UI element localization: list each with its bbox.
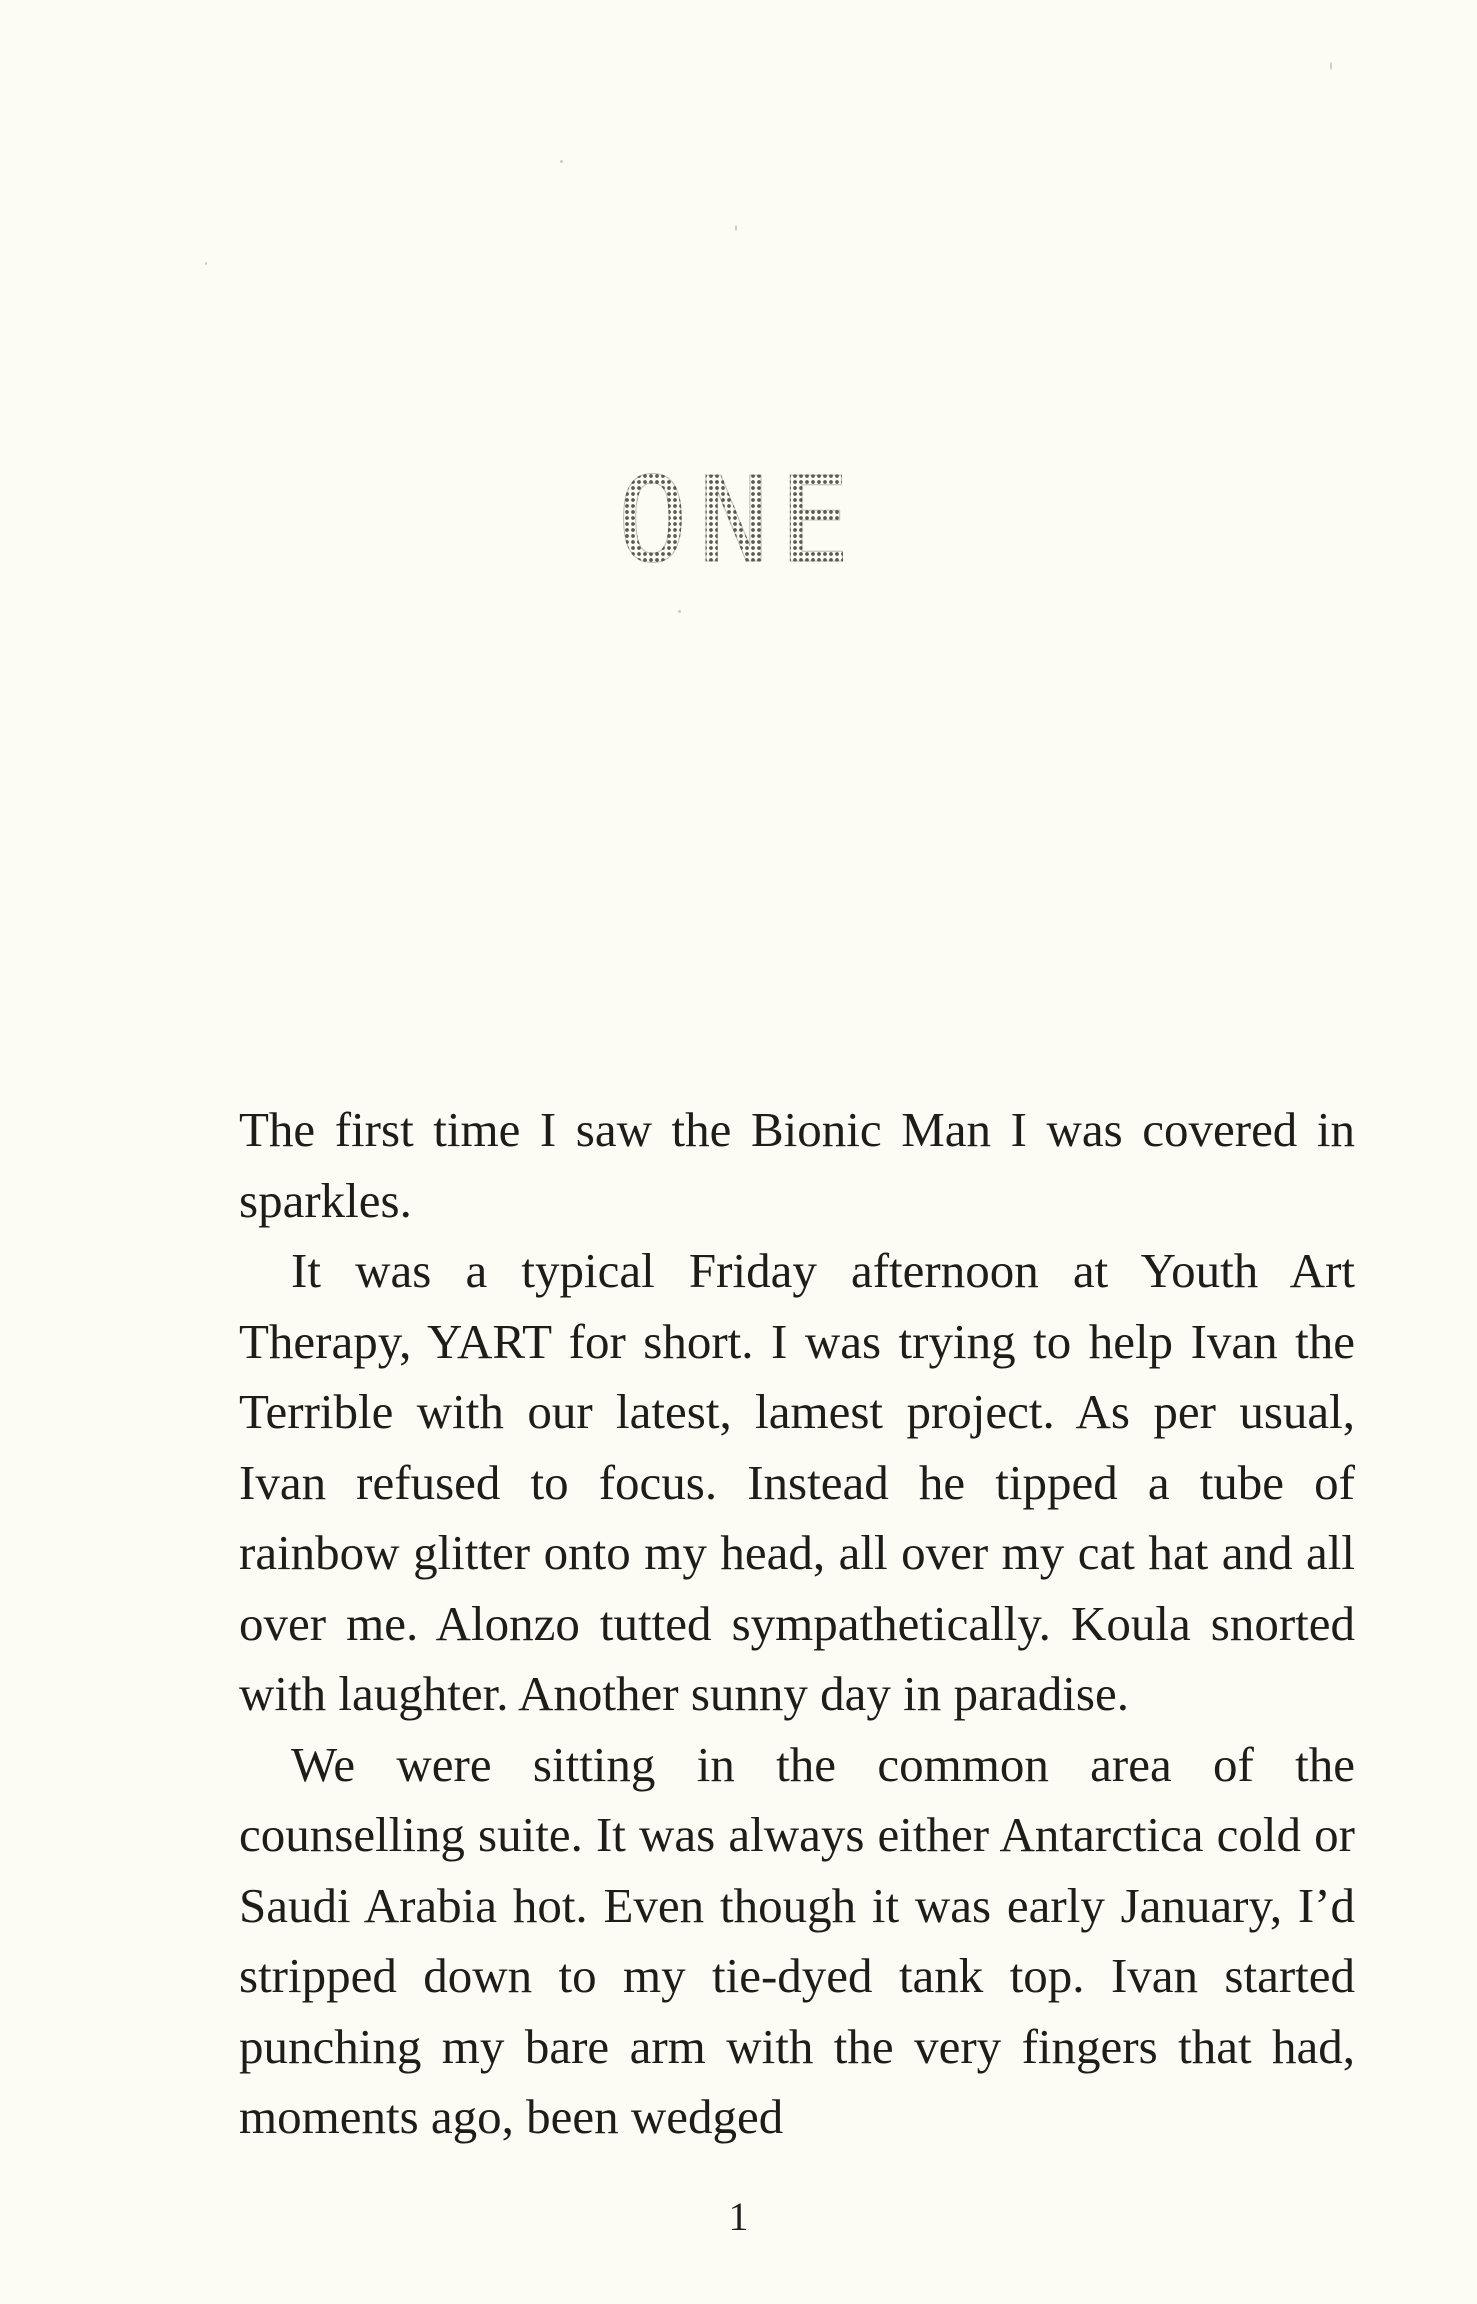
paper-speck xyxy=(678,610,681,613)
paragraph: It was a typical Friday afternoon at Youth Art Therapy, YART for short. I was trying to help Ivan the Terrible with our latest, lamest project. As per usual, Ivan refused to focus. Instead he tipped a tube of rainbow glitter onto my head, all over my cat hat and all over me. Alonzo tutted sympathetically. Koula snorted with laughter. Another sunny day in paradise. xyxy=(239,1243,1355,1721)
paper-speck xyxy=(1330,62,1332,70)
chapter-body xyxy=(239,1095,1355,2153)
paper-speck xyxy=(560,160,563,163)
paragraph: We were sitting in the common area of the counselling suite. It was always either Antarctica cold or Saudi Arabia hot. Even though it was early January, I’d stripped down to my tie-dyed tank top. Ivan started punching my bare arm with the very fingers that had, moments ago, been wedged xyxy=(239,1736,1355,2144)
chapter-heading: ONE xyxy=(0,455,1477,585)
page-number: 1 xyxy=(728,2194,749,2239)
paper-speck xyxy=(205,262,207,265)
paper-speck xyxy=(735,225,737,231)
paragraph: The first time I saw the Bionic Man I was covered in sparkles. xyxy=(239,1102,1355,1228)
